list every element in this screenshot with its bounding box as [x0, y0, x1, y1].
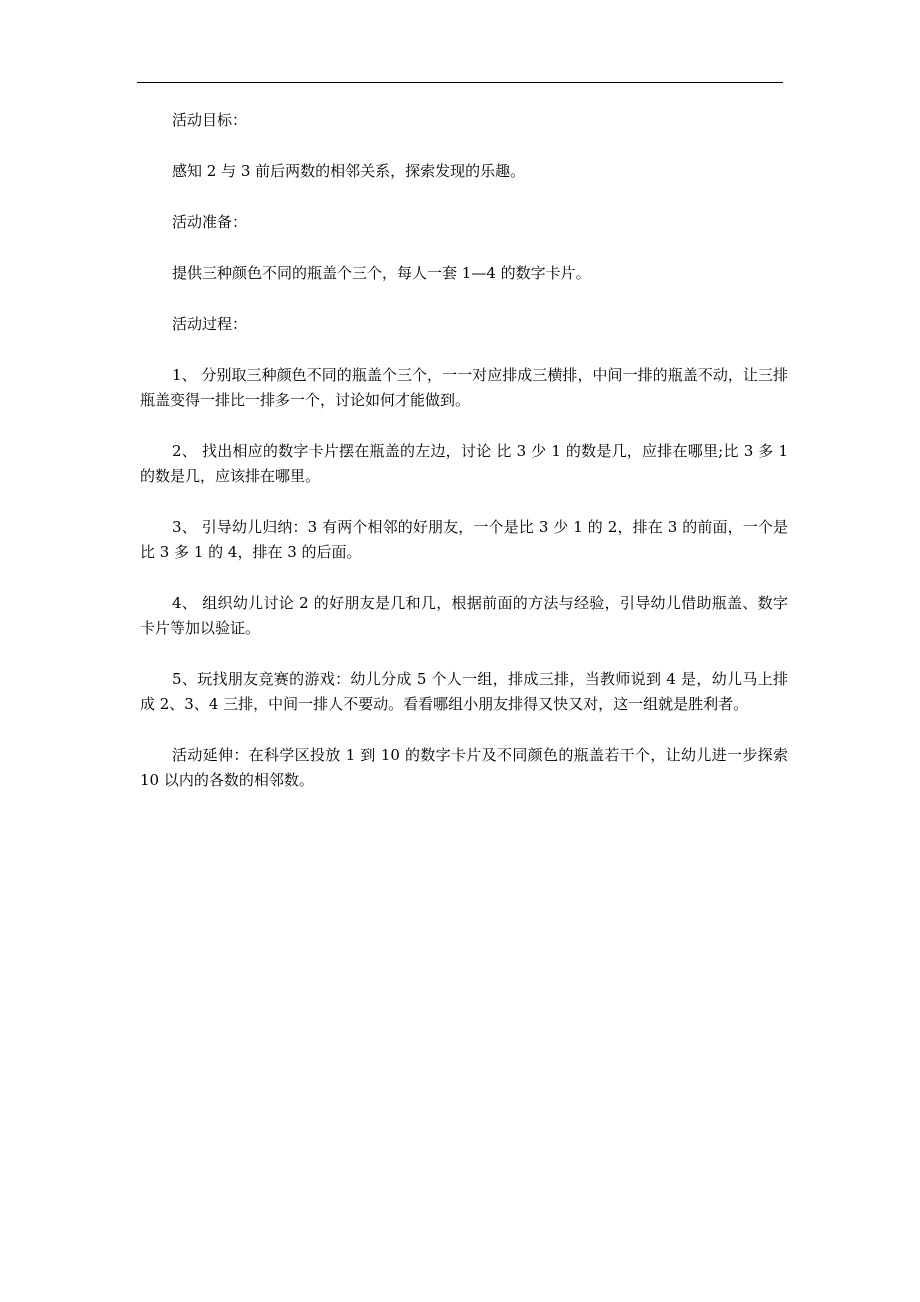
extension-text: 活动延伸：在科学区投放 1 到 10 的数字卡片及不同颜色的瓶盖若干个，让幼儿进一步探索 10 以内的各数的相邻数。	[140, 746, 788, 789]
section-heading-process: 活动过程：	[172, 315, 248, 333]
process-step-3: 3、 引导幼儿归纳：3 有两个相邻的好朋友，一个是比 3 少 1 的 2，排在 3 的前面，一个是比 3 多 1 的 4，排在 3 的后面。	[140, 518, 788, 561]
process-step-2: 2、 找出相应的数字卡片摆在瓶盖的左边，讨论 比 3 少 1 的数是几，应排在哪里;比 3 多 1 的数是几，应该排在哪里。	[140, 442, 788, 485]
process-step-4: 4、 组织幼儿讨论 2 的好朋友是几和几，根据前面的方法与经验，引导幼儿借助瓶盖、数字卡片等加以验证。	[140, 594, 788, 637]
process-step-1: 1、 分别取三种颜色不同的瓶盖个三个，一一对应排成三横排，中间一排的瓶盖不动，让三排瓶盖变得一排比一排多一个，讨论如何才能做到。	[140, 366, 788, 409]
section-heading-goal: 活动目标：	[172, 111, 248, 129]
header-rule	[137, 82, 783, 83]
goal-text: 感知 2 与 3 前后两数的相邻关系，探索发现的乐趣。	[172, 162, 526, 180]
preparation-text: 提供三种颜色不同的瓶盖个三个，每人一套 1—4 的数字卡片。	[172, 264, 591, 282]
process-step-5: 5、玩找朋友竞赛的游戏：幼儿分成 5 个人一组，排成三排，当教师说到 4 是，幼儿马上排成 2、3、4 三排，中间一排人不要动。看看哪组小朋友排得又快又对，这一组就是胜利者。	[140, 670, 788, 713]
document-body	[140, 108, 788, 793]
section-heading-preparation: 活动准备：	[172, 213, 248, 231]
